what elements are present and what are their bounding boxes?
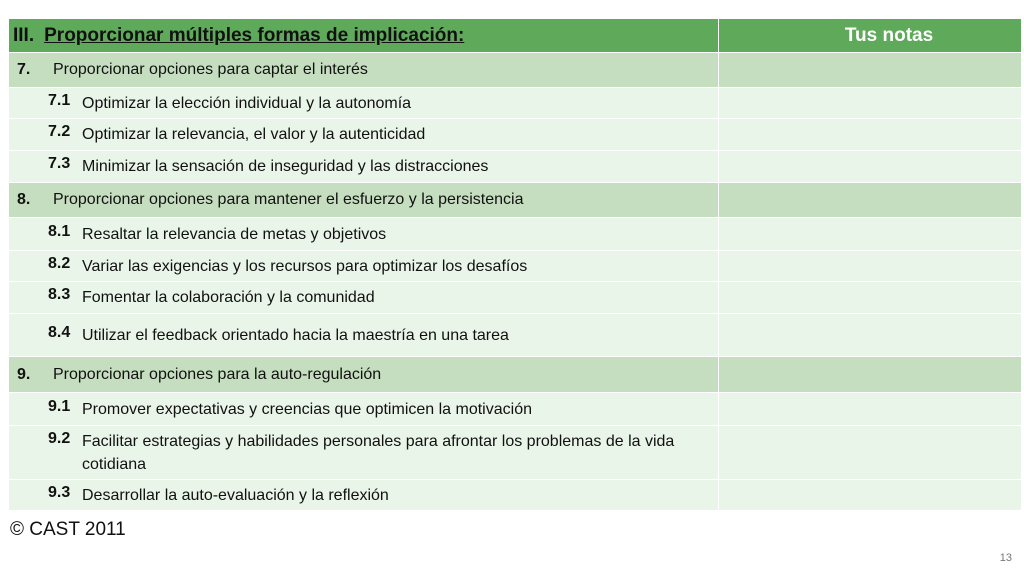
item-label-cell: [9, 218, 719, 251]
item-number: 9.3: [48, 483, 71, 501]
header-title: Proporcionar múltiples formas de implicación:: [44, 24, 465, 46]
item-label-cell: [9, 426, 719, 480]
item-row-9-1: [9, 393, 1022, 426]
item-text: Facilitar estrategias y habilidades personales para afrontar los problemas de la vida cotidiana: [82, 432, 675, 473]
notes-cell[interactable]: [719, 53, 1022, 88]
section-row-9: [9, 357, 1022, 393]
item-text: Promover expectativas y creencias que optimicen la motivación: [82, 400, 532, 418]
section-row-8: [9, 183, 1022, 218]
item-text: Optimizar la relevancia, el valor y la autenticidad: [82, 126, 426, 143]
section-row-7: [9, 53, 1022, 88]
item-text: Desarrollar la auto-evaluación y la reflexión: [82, 486, 389, 504]
notes-cell[interactable]: [719, 251, 1022, 282]
item-text: Variar las exigencias y los recursos para optimizar los desafíos: [82, 257, 528, 275]
item-number: 8.3: [48, 286, 71, 303]
notes-cell[interactable]: [719, 480, 1022, 511]
section-label-cell: [9, 357, 719, 393]
section-label: Proporcionar opciones para la auto-regulación: [53, 365, 382, 383]
item-label-cell: [9, 119, 719, 151]
notes-cell[interactable]: [719, 282, 1022, 314]
item-label-cell: [9, 88, 719, 119]
item-row-8-1: [9, 218, 1022, 251]
section-label-cell: [9, 183, 719, 218]
notes-cell[interactable]: [719, 393, 1022, 426]
header-title-cell: [9, 19, 719, 53]
item-number: 7.1: [48, 91, 71, 109]
item-number: 7.3: [48, 155, 71, 172]
notes-cell[interactable]: [719, 314, 1022, 357]
header-numeral: III.: [13, 24, 35, 46]
notes-cell[interactable]: [719, 183, 1022, 218]
item-text: Fomentar la colaboración y la comunidad: [82, 289, 375, 306]
item-number: 7.2: [48, 123, 71, 140]
item-number: 9.2: [48, 429, 71, 447]
notes-cell[interactable]: [719, 357, 1022, 393]
notes-cell[interactable]: [719, 88, 1022, 119]
guideline-table: [8, 18, 1022, 511]
notes-cell[interactable]: [719, 151, 1022, 183]
item-text: Utilizar el feedback orientado hacia la maestría en una tarea: [82, 326, 509, 344]
item-row-7-2: [9, 119, 1022, 151]
notes-cell[interactable]: [719, 119, 1022, 151]
notes-column-header: Tus notas: [719, 19, 1022, 53]
item-row-9-2: [9, 426, 1022, 480]
section-label: Proporcionar opciones para mantener el esfuerzo y la persistencia: [53, 191, 524, 208]
section-number: 8.: [17, 191, 31, 208]
item-row-9-3: [9, 480, 1022, 511]
notes-cell[interactable]: [719, 426, 1022, 480]
item-row-8-3: [9, 282, 1022, 314]
item-row-7-3: [9, 151, 1022, 183]
section-label-cell: [9, 53, 719, 88]
table-header-row: [9, 19, 1022, 53]
item-text: Optimizar la elección individual y la autonomía: [82, 94, 412, 112]
item-text: Resaltar la relevancia de metas y objetivos: [82, 225, 387, 243]
notes-cell[interactable]: [719, 218, 1022, 251]
item-label-cell: [9, 480, 719, 511]
item-label-cell: [9, 282, 719, 314]
section-number: 7.: [17, 61, 31, 78]
item-label-cell: [9, 151, 719, 183]
item-text: Minimizar la sensación de inseguridad y las distracciones: [82, 158, 489, 175]
item-number: 9.1: [48, 397, 71, 415]
item-number: 8.1: [48, 222, 71, 240]
item-row-7-1: [9, 88, 1022, 119]
item-label-cell: [9, 251, 719, 282]
item-number: 8.4: [48, 323, 71, 341]
item-row-8-2: [9, 251, 1022, 282]
copyright-notice: © CAST 2011: [10, 519, 126, 540]
page-number: 13: [999, 552, 1012, 564]
item-row-8-4: [9, 314, 1022, 357]
section-number: 9.: [17, 365, 31, 383]
item-label-cell: [9, 393, 719, 426]
section-label: Proporcionar opciones para captar el interés: [53, 61, 368, 78]
item-label-cell: [9, 314, 719, 357]
item-number: 8.2: [48, 254, 71, 272]
